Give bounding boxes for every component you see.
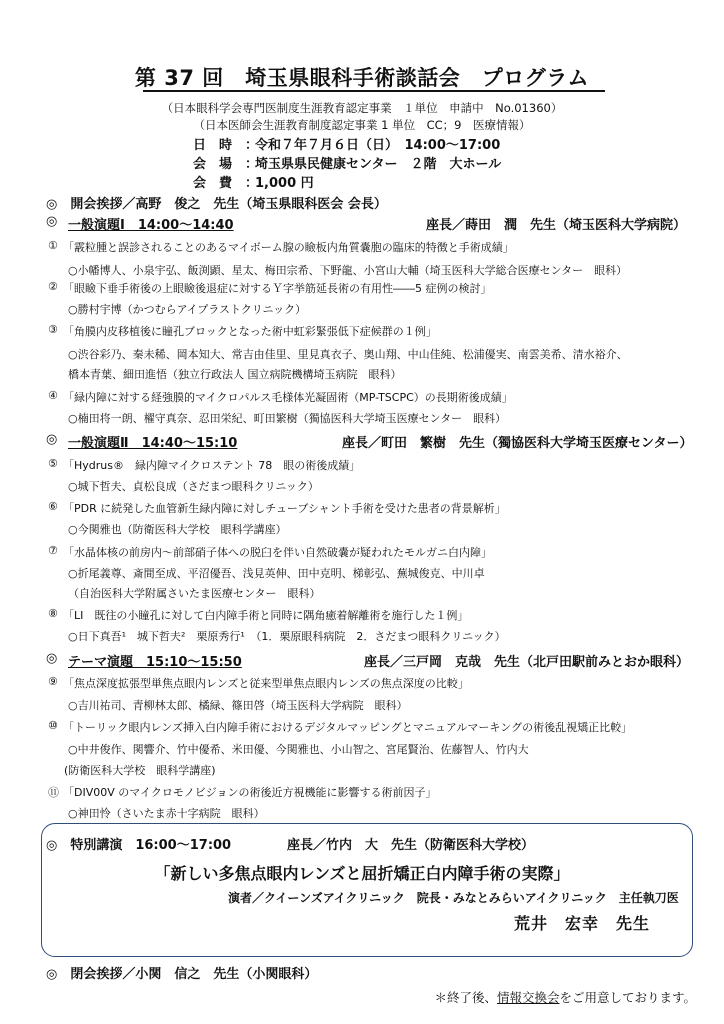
footer-note-suffix: をご用意しております。 [559, 990, 696, 1005]
presentation-title: 「霰粒腫と誤診されることのあるマイボーム腺の瞼板内角質嚢胞の臨床的特徴と手術成績」 [63, 241, 514, 254]
special-lecture-title: 「新しい多焦点眼内レンズと屈折矯正白内障手術の実際」 [154, 864, 570, 883]
presentation-authors: ○中井俊作、関響介、竹中優希、米田優、今関雅也、小山智之、宮尾賢治、佐藤智人、竹内大 [68, 743, 529, 756]
certification-line-1: （日本眼科学会専門医制度生涯教育認定事業 １単位 申請中 No.01360） [161, 101, 563, 115]
presentation-title: 「水晶体核の前房内～前部硝子体への脱臼を伴い自然破嚢が疑われたモルガニ白内障」 [63, 546, 492, 559]
footer-note-prefix: ＊終了後、 [434, 990, 497, 1005]
special-lecture-speaker-name: 荒井 宏幸 先生 [514, 914, 651, 933]
title-underline [143, 90, 605, 92]
special-lecture-chair: 座長／竹内 大 先生（防衛医科大学校） [287, 838, 535, 853]
opening-remarks: ◎ 開会挨拶／高野 俊之 先生（埼玉県眼科医会 会長） [46, 197, 387, 212]
presentation-title: 「緑内障に対する経強膜的マイクロパルス毛様体光凝固術（MP-TSCPC）の長期術後成績」 [63, 391, 513, 404]
page-title: 第 37 回 埼玉県眼科手術談話会 プログラム [134, 66, 590, 90]
presentation-authors: ○小幡博人、小泉宇弘、飯渕顕、星太、梅田宗希、下野龍、小宮山大輔（埼玉医科大学総合医療センター 眼科） [68, 264, 628, 277]
presentation-number: ⑥ [48, 500, 58, 513]
session-2-heading: 一般演題Ⅱ 14:40～15:10 [68, 436, 238, 451]
presentation-title: 「DIV00V のマイクロモノビジョンの術後近方視機能に影響する術前因子」 [63, 786, 437, 799]
footer-note [434, 988, 696, 1006]
fee-value: 1,000 円 [255, 176, 314, 191]
session-3-chair: 座長／三戸岡 克哉 先生（北戸田駅前みとおか眼科） [364, 655, 690, 670]
presentation-authors: ○勝村宇博（かつむらアイプラストクリニック） [68, 303, 307, 316]
presentation-authors: ○日下真吾¹ 城下哲夫² 栗原秀行¹ （1．栗原眼科病院 2．さだまつ眼科クリニック） [68, 630, 506, 643]
presentation-number: ③ [48, 323, 58, 336]
presentation-authors: ○吉川祐司、青柳林太郎、橘緑、篠田啓（埼玉医科大学病院 眼科） [68, 699, 408, 712]
presentation-number: ① [48, 239, 58, 252]
certification-line-2: （日本医師会生涯教育制度認定事業 1 単位 CC；9 医療情報） [193, 118, 531, 132]
session-2-chair: 座長／町田 繁樹 先生（獨協医科大学埼玉医療センター） [342, 436, 693, 451]
presentation-authors: ○今関雅也（防衛医科大学校 眼科学講座） [68, 523, 287, 536]
presentation-title: 「LI 既往の小瞳孔に対して白内障手術と同時に隅角癒着解離術を施行した１例」 [63, 609, 469, 622]
presentation-authors: ○神田怜（さいたま赤十字病院 眼科） [68, 807, 265, 820]
networking-event-link: 情報交換会 [496, 990, 560, 1005]
presentation-number: ⑤ [48, 457, 58, 470]
presentation-number: ⑩ [48, 719, 58, 732]
special-lecture-heading: ◎ 特別講演 16:00～17:00 [46, 838, 232, 853]
venue-value: 埼玉県県民健康センター ２階 大ホール [255, 157, 502, 172]
presentation-number: ⑦ [48, 544, 58, 557]
special-lecture-presenter: 演者／クイーンズアイクリニック 院長・みなとみらいアイクリニック 主任執刀医 [228, 891, 679, 905]
presentation-title: 「Hydrus® 緑内障マイクロステント 78 眼の術後成績」 [63, 459, 361, 472]
session-3-heading: テーマ演題 15:10～15:50 [68, 655, 242, 670]
presentation-number: ⑪ [48, 786, 59, 799]
venue-label: 会 場 ： [193, 157, 259, 172]
presentation-authors: 橋本青葉、細田進悟（独立行政法人 国立病院機構埼玉病院 眼科） [68, 368, 402, 381]
presentation-authors: ○渋谷彩乃、秦未稀、岡本知大、常吉由佳里、里見真衣子、奥山翔、中山佳純、松浦優実、南雲美希、清水裕介、 [68, 348, 628, 361]
presentation-number: ② [48, 280, 58, 293]
session-1-heading: 一般演題Ⅰ 14:00～14:40 [68, 218, 234, 233]
presentation-authors: ○折尾義尊、斎間至成、平沼優吾、浅見英伸、田中克明、梯彰弘、蕪城俊克、中川卓 [68, 567, 485, 580]
date-value: 令和７年７月６日（日） 14:00～17:00 [255, 138, 501, 153]
presentation-authors: ○城下哲夫、貞松良成（さだまつ眼科クリニック） [68, 480, 319, 493]
fee-label: 会 費 ： [193, 176, 259, 191]
presentation-title: 「焦点深度拡張型単焦点眼内レンズと従来型単焦点眼内レンズの焦点深度の比較」 [63, 677, 469, 690]
presentation-title: 「眼瞼下垂手術後の上眼瞼後退症に対するＹ字挙筋延長術の有用性――5 症例の検討」 [63, 282, 492, 295]
session-3-mark: ◎ [46, 651, 58, 666]
presentation-authors: （自治医科大学附属さいたま医療センター 眼科） [68, 587, 321, 600]
presentation-title: 「トーリック眼内レンズ挿入白内障手術におけるデジタルマッピングとマニュアルマーキングの術後乱視矯正比較」 [63, 721, 633, 734]
presentation-number: ⑨ [48, 675, 58, 688]
presentation-number: ⑧ [48, 607, 58, 620]
closing-remarks: ◎ 閉会挨拶／小関 信之 先生（小関眼科） [46, 967, 318, 982]
session-2-mark: ◎ [46, 432, 58, 447]
presentation-title: 「角膜内皮移植後に瞳孔ブロックとなった術中虹彩緊張低下症候群の１例」 [63, 325, 437, 338]
date-label: 日 時 ： [193, 138, 259, 153]
session-1-mark: ◎ [46, 214, 58, 229]
presentation-title: 「PDR に続発した血管新生緑内障に対しチューブシャント手術を受けた患者の背景解析」 [63, 502, 506, 515]
presentation-authors: (防衛医科大学校 眼科学講座) [64, 764, 216, 777]
session-1-chair: 座長／蒔田 潤 先生（埼玉医科大学病院） [426, 218, 687, 233]
presentation-authors: ○楠田将一朗、櫂守真奈、忍田栄紀、町田繁樹（獨協医科大学埼玉医療センター 眼科） [68, 412, 507, 425]
presentation-number: ④ [48, 389, 58, 402]
